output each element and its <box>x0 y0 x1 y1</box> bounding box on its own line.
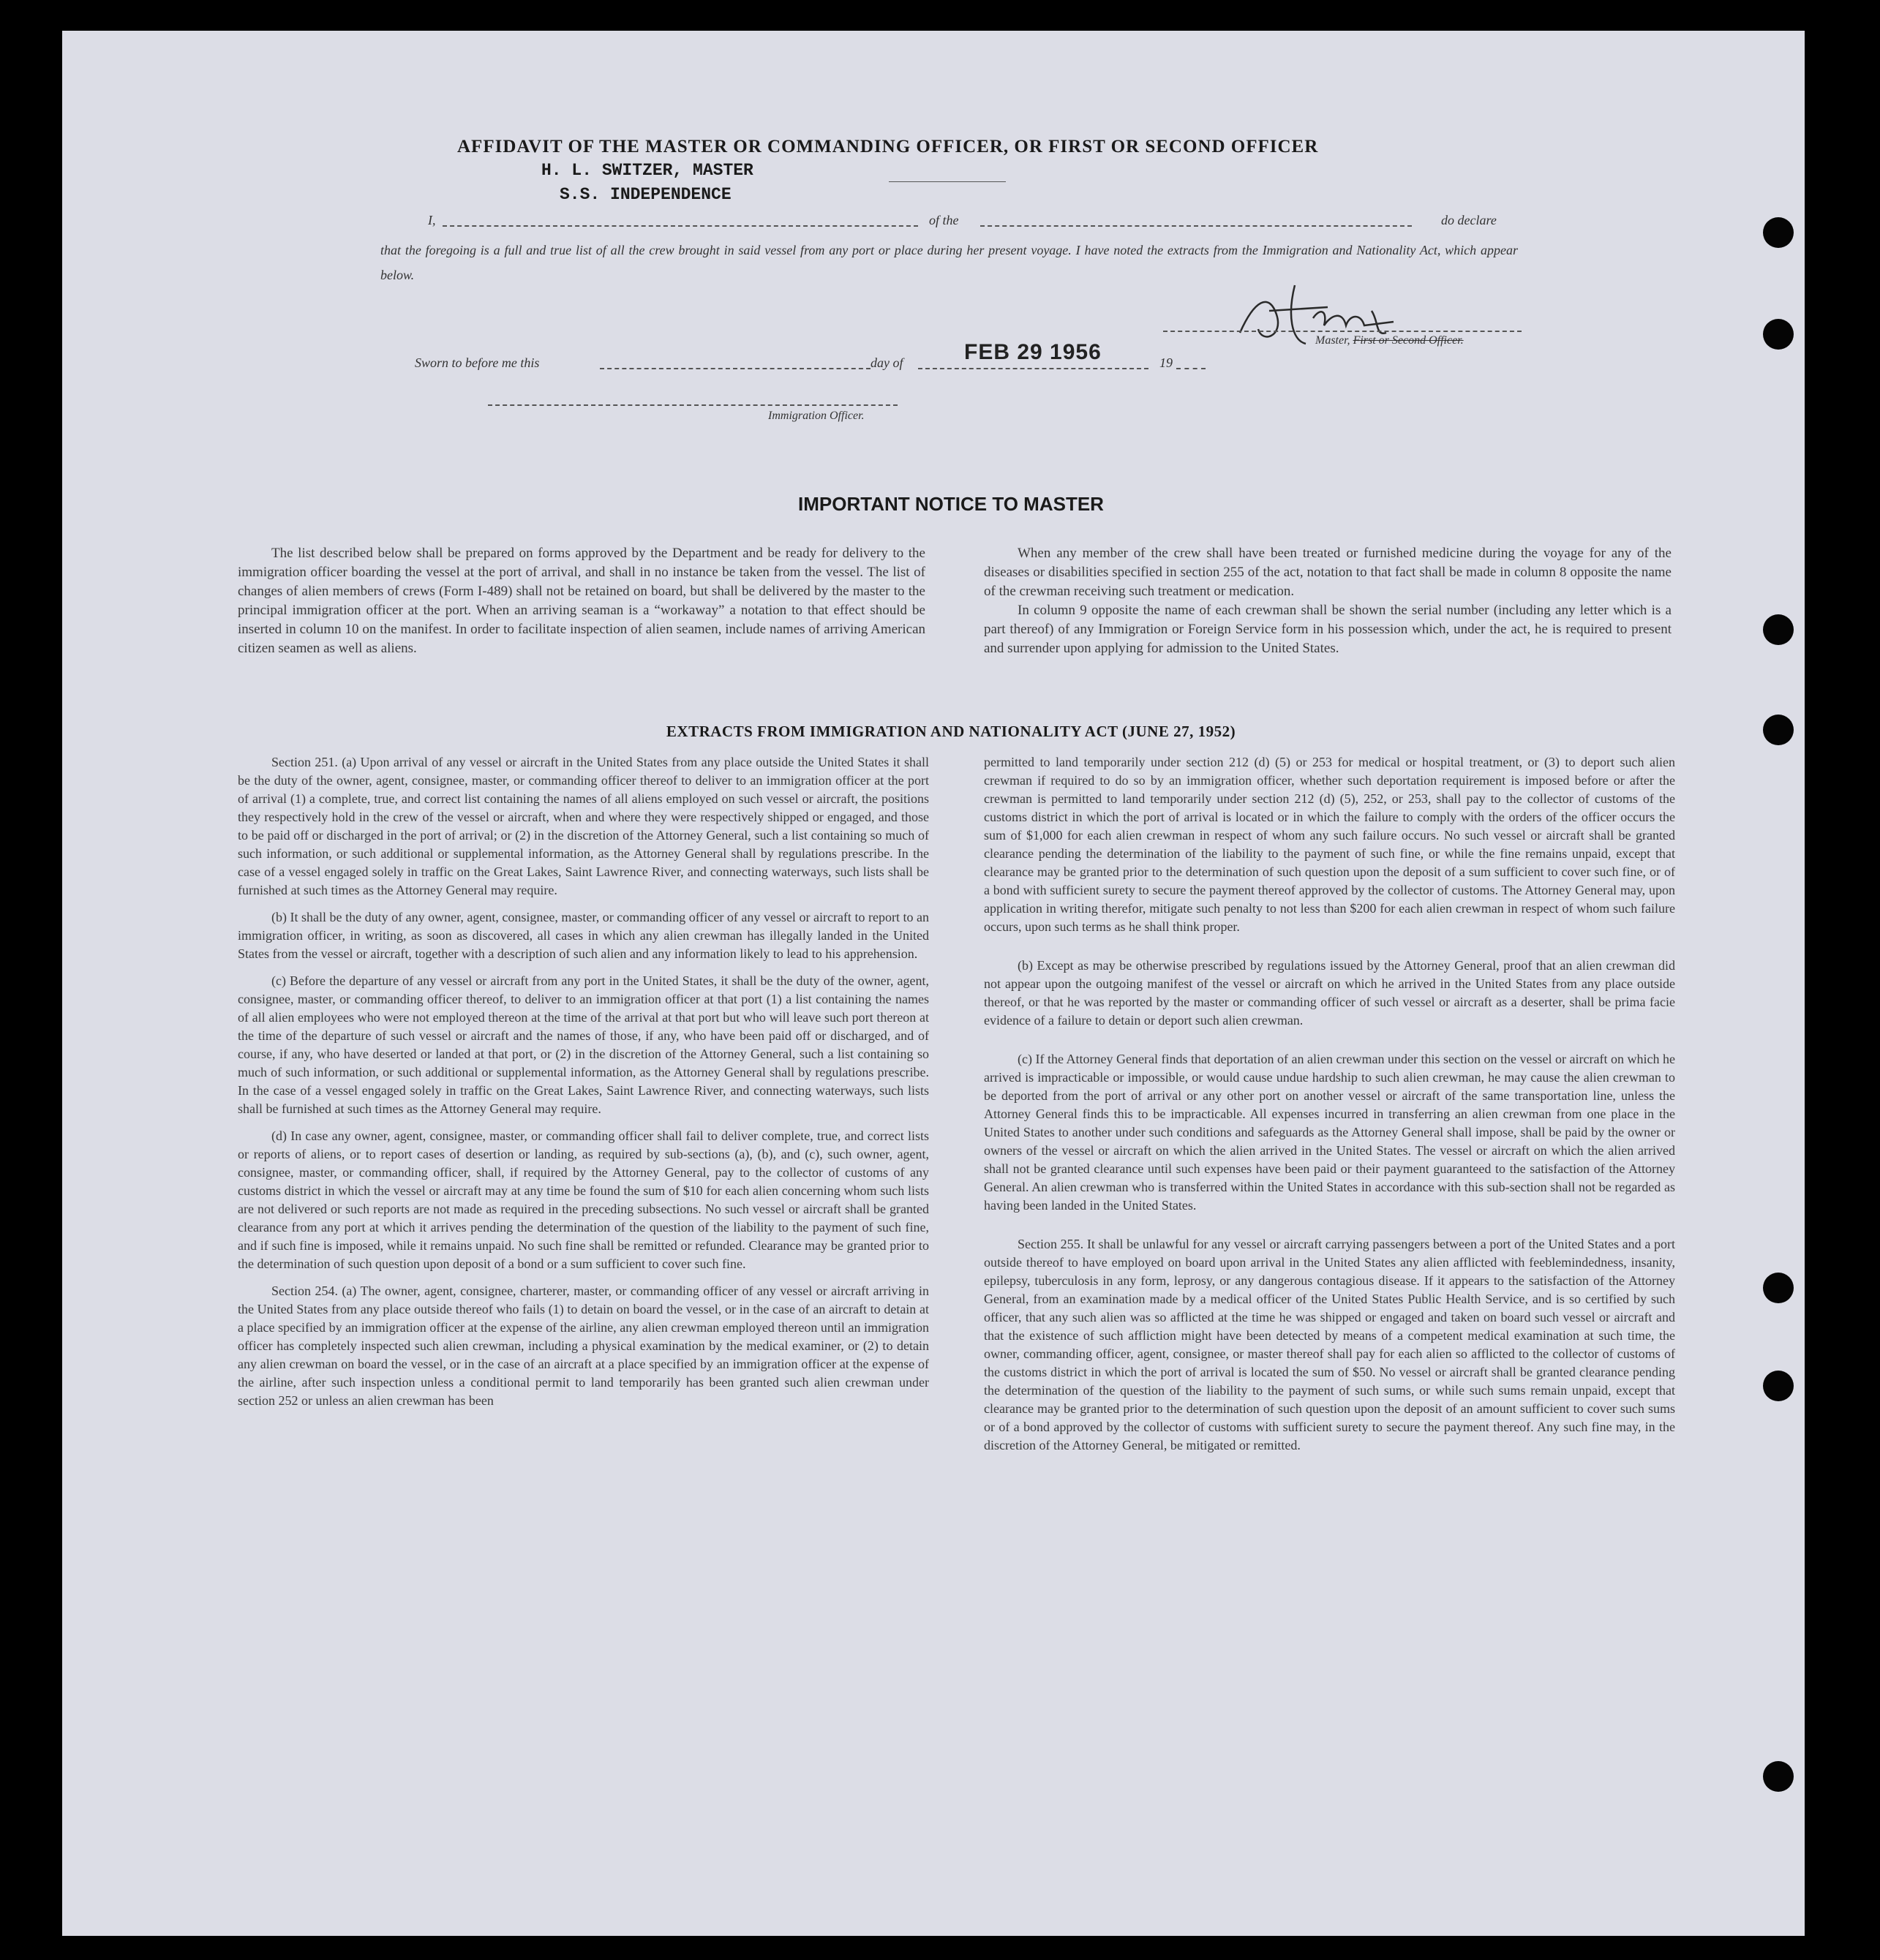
extract-section-254a: Section 254. (a) The owner, agent, consignee, charterer, master, or commanding officer of any vessel or aircraft arriving in the United States from any place outside thereof who fails (1) to detain on board the vessel, or in the case of an aircraft to detain at a place specified by an immigration officer at the expense of the airline, any alien crewman employed thereon until an immigration officer has completely inspected such alien crewman, including a physical examination by the medical examiner, or (2) to detain any alien crewman on board the vessel, or in the case of an aircraft at a place specified by an immigration officer at the expense of the airline, after such inspection unless a conditional permit to land temporarily has been granted such alien crewman under section 252 or unless an alien crewman has been <box>238 1284 929 1408</box>
extracts-left-column <box>238 753 929 1410</box>
declarant-name-line[interactable] <box>443 225 918 227</box>
sworn-month-line[interactable] <box>918 368 1148 369</box>
vessel-line[interactable] <box>980 225 1412 227</box>
notice-right-paragraph-1: When any member of the crew shall have been treated or furnished medicine during the voyage for any of the diseases or disabilities specified in section 255 of the act, notation to that fact shall be made in column 8 opposite the name of the crewman receiving such treatment or medication. <box>984 546 1672 599</box>
extract-section-254a-cont: permitted to land temporarily under section 212 (d) (5) or 253 for medical or hospital treatment, or (3) to deport such alien crewman if required to do so by an immigration officer, whether such deportation requirement is imposed before or after the crewman is permitted to land temporarily under section 212 (d) (5), 252, or 253, shall pay to the collector of customs of the customs district in which the port of arrival is located or in which the failure to comply with the orders of the officer occurs the sum of $1,000 for each alien crewman in respect of whom any such failure occurs. No such vessel or aircraft shall be granted clearance pending the determination of the liability to the payment of such fine, or while the fine remains unpaid, except that clearance may be granted prior to the determination of such question upon the deposit of a sum sufficient to cover such fine, or of a bond with sufficient surety to secure the payment thereof approved by the collector of customs. The Attorney General may, upon application in writing therefor, mitigate such penalty to not less than $200 for each alien crewman in respect of whom such failure occurs, upon such terms as he shall think proper. <box>984 755 1675 934</box>
master-name: H. L. SWITZER, MASTER <box>541 161 753 180</box>
notice-right-column <box>984 544 1672 667</box>
sworn-day-of: day of <box>871 355 903 370</box>
punch-hole <box>1763 614 1794 645</box>
extract-section-255: Section 255. It shall be unlawful for any vessel or aircraft carrying passengers between a port of the United States and a port outside thereof to have employed on board upon arrival in the United States any alien afflicted with feeblemindedness, insanity, epilepsy, tuberculosis in any form, leprosy, or any dangerous contagious disease. If it appears to the satisfaction of the Attorney General, from an examination made by a medical officer of the United States Public Health Service, and is so certified by such officer, that any such alien was so afflicted at the time he was shipped or engaged and taken on board such vessel or aircraft and that the existence of such affliction might have been detected by means of a competent medical examination at such time, the owner, commanding officer, agent, consignee, or master thereof shall pay for each alien so afflicted to the collector of customs of the customs district in which the port of arrival is located the sum of $50. No vessel or aircraft shall be granted clearance pending the determination of the question of the liability to the payment of such sums, or while such sums remain unpaid, except that clearance may be granted prior to the determination of such question upon the deposit of an amount sufficient to cover such sums or of a bond approved by the collector of customs with sufficient surety to secure the payment thereof. Any such fine may, in the discretion of the Attorney General, be mitigated or remitted. <box>984 1237 1675 1452</box>
affidavit-title: AFFIDAVIT OF THE MASTER OR COMMANDING OFFICER, OR FIRST OR SECOND OFFICER <box>457 137 1319 157</box>
sworn-day-line[interactable] <box>600 368 871 369</box>
extracts-right-column <box>984 753 1675 1455</box>
extract-section-251a: Section 251. (a) Upon arrival of any vessel or aircraft in the United States from any place outside the United States it shall be the duty of the owner, agent, consignee, master, or commanding officer thereof to deliver to an immigration officer at the port of arrival (1) a complete, true, and correct list containing the names of all aliens employed on such vessel or aircraft, the positions they respectively hold in the crew of the vessel or aircraft, when and where they were respectively shipped or engaged, and those to be paid off or discharged in the port of arrival; or (2) in the discretion of the Attorney General, such a list containing so much of such information, or such additional or supplemental information, as the Attorney General shall by regulations prescribe. In the case of a vessel engaged solely in traffic on the Great Lakes, Saint Lawrence River, and connecting waterways, such lists shall be furnished at such times as the Attorney General may require. <box>238 755 929 897</box>
sworn-year-prefix: 19 <box>1159 355 1173 370</box>
signature-caption <box>1315 334 1464 347</box>
title-underline <box>889 181 1006 182</box>
declare-of-the: of the <box>929 213 959 227</box>
declaration-text: that the foregoing is a full and true list of all the crew brought in said vessel from any port or place during her present voyage. I have noted the extracts from the Immigration and Nationality Act, which appear below. <box>380 243 1518 282</box>
extract-section-251c: (c) Before the departure of any vessel or aircraft from any port in the United States, it shall be the duty of the owner, agent, consignee, master, or commanding officer thereof, to deliver to an immigration officer at that port (1) a list containing the names of all alien employees who were not employed thereon at the time of the arrival at that port but who will leave such port thereon at the time of the departure of such vessel or aircraft and the names of those, if any, who have been paid off or discharged, and of course, if any, who have deserted or landed at that port, or (2) in the discretion of the Attorney General, such a list containing so much of such information, or such additional or supplemental information, as the Attorney General shall by regulations prescribe. In the case of a vessel engaged solely in traffic on the Great Lakes, Saint Lawrence River, and connecting waterways, such lists shall be furnished at such times as the Attorney General may require. <box>238 973 929 1116</box>
officer-signature-line[interactable] <box>488 404 898 406</box>
extract-section-251b: (b) It shall be the duty of any owner, agent, consignee, master, or commanding officer of any vessel or aircraft to report to an immigration officer, in writing, as soon as discovered, all cases in which any alien crewman has illegally landed in the United States from the vessel or aircraft, together with a description of such alien and any information likely to lead to his apprehension. <box>238 910 929 961</box>
punch-hole <box>1763 217 1794 248</box>
declare-do-declare: do declare <box>1441 213 1497 227</box>
punch-hole <box>1763 1273 1794 1303</box>
signature-line[interactable] <box>1163 331 1522 332</box>
notice-left-column <box>238 544 925 667</box>
notice-left-paragraph: The list described below shall be prepared on forms approved by the Department and be ready for delivery to the immigration officer boarding the vessel at the port of arrival, and shall in no instance be taken from the vessel. The list of changes of alien members of crews (Form I-489) shall not be retained on board, but shall be delivered by the master to the principal immigration officer at the port. When an arriving seaman is a “workaway” a notation to that effect should be inserted in column 10 on the manifest. In order to facilitate inspection of alien seamen, include names of arriving American citizen seamen as well as aliens. <box>238 546 925 656</box>
notice-heading: IMPORTANT NOTICE TO MASTER <box>798 493 1104 515</box>
punch-hole <box>1763 1371 1794 1401</box>
punch-hole <box>1763 1761 1794 1792</box>
declare-i: I, <box>428 213 436 227</box>
punch-hole <box>1763 319 1794 350</box>
caption-struck-officer: First or Second Officer. <box>1353 334 1464 347</box>
extract-section-254c: (c) If the Attorney General finds that deportation of an alien crewman under this section on the vessel or aircraft on which he arrived is impracticable or impossible, or would cause undue hardship to such alien crewman, he may cause the alien crewman to be deported from the port of arrival or any other port on another vessel or aircraft of the same transportation line, unless the Attorney General finds this to be impracticable. All expenses incurred in transferring an alien crewman from one place in the United States to another under such conditions and safeguards as the Attorney General shall impose, shall be paid by the owner or owners of the vessel or aircraft on which the alien arrived in the United States. The vessel or aircraft on which the alien arrived shall not be granted clearance until such expenses have been paid or their payment guaranteed to the satisfaction of the Attorney General. An alien crewman who is transferred within the United States in accordance with this sub-section shall not be regarded as having been landed in the United States. <box>984 1052 1675 1213</box>
sworn-year-line[interactable] <box>1176 368 1206 369</box>
date-stamp: FEB 29 1956 <box>964 340 1102 364</box>
extracts-heading: EXTRACTS FROM IMMIGRATION AND NATIONALITY ACT (JUNE 27, 1952) <box>666 723 1236 740</box>
punch-hole <box>1763 715 1794 745</box>
extract-section-251d: (d) In case any owner, agent, consignee, master, or commanding officer shall fail to deliver complete, true, and correct lists or reports of aliens, or to report cases of desertion or landing, as required by sub-sections (a), (b), and (c), such owner, agent, consignee, master, or commanding officer, shall, if required by the Attorney General, pay to the collector of customs of any customs district in which the vessel or aircraft may at any time be found the sum of $10 for each alien concerning whom such lists are not delivered or such reports are not made as required in the preceding subsections. No such vessel or aircraft shall be granted clearance from any port at which it arrives pending the determination of the question of the liability to the payment of such fine, and if such fine is imposed, while it remains unpaid. No such fine shall be remitted or refunded. Clearance may be granted prior to the determination of such question upon deposit of a bond or a sum sufficient to cover such fine. <box>238 1128 929 1271</box>
vessel-name: S.S. INDEPENDENCE <box>560 185 732 204</box>
officer-caption: Immigration Officer. <box>768 410 865 422</box>
notice-right-paragraph-2: In column 9 opposite the name of each crewman shall be shown the serial number (including any letter which is a part thereof) of any Immigration or Foreign Service form in his possession which, under the act, he is required to present and surrender upon applying for admission to the United States. <box>984 603 1672 656</box>
sworn-prefix: Sworn to before me this <box>415 355 540 370</box>
caption-master: Master, <box>1315 334 1350 347</box>
extract-section-254b: (b) Except as may be otherwise prescribed by regulations issued by the Attorney General, proof that an alien crewman did not appear upon the outgoing manifest of the vessel or aircraft on which he arrived in the United States from any place outside thereof, or that he was reported by the master or commanding officer of such vessel or aircraft as a deserter, shall be prima facie evidence of a failure to detain or deport such alien crewman. <box>984 958 1675 1028</box>
